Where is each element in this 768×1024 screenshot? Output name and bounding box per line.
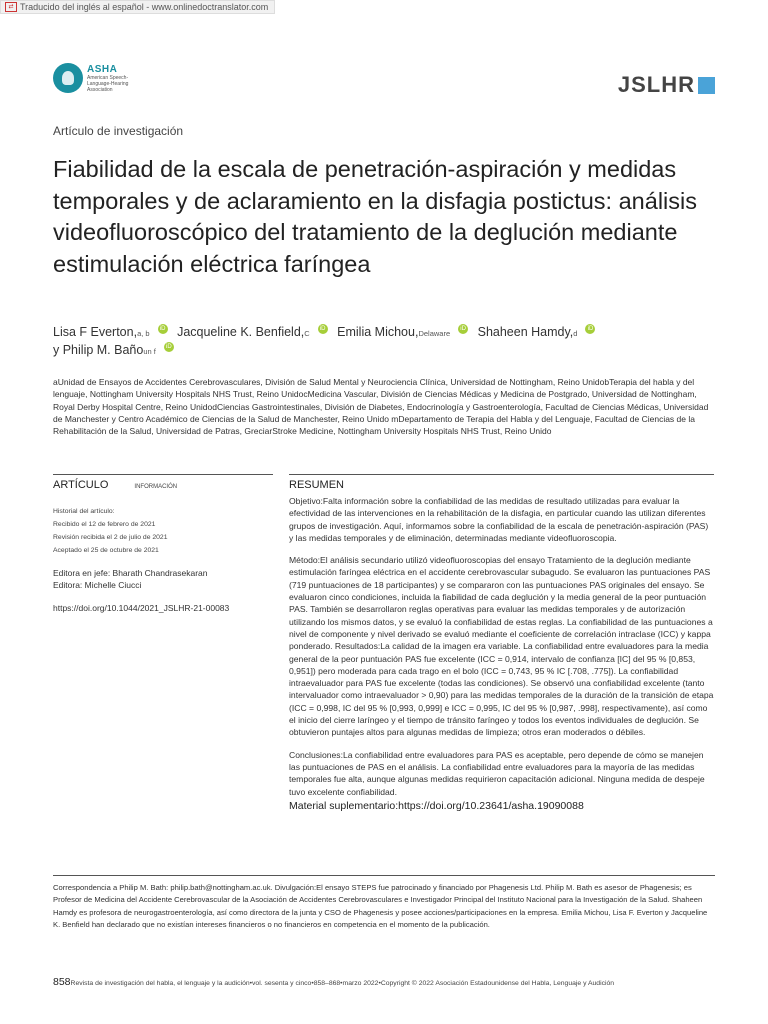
author-name[interactable]: y Philip M. Baño (53, 343, 144, 357)
supplementary-material-link[interactable]: Material suplementario:https://doi.org/10.23641/asha.19090088 (289, 799, 584, 812)
history-accepted: Aceptado el 25 de octubre de 2021 (53, 547, 159, 554)
doi-link[interactable]: https://doi.org/10.1044/2021_JSLHR-21-00083 (53, 603, 230, 613)
asha-emblem-icon (53, 63, 83, 93)
journal-square-icon (698, 77, 715, 94)
page-number: 858 (53, 976, 71, 988)
journal-citation: Revista de investigación del habla, el lenguaje y la audición•vol. sesenta y cinco•858–868•marzo 2022•Copyright © 2022 Asociación Estadounidense del Habla, Lenguaje y Audición (70, 980, 615, 987)
orcid-icon[interactable]: iD (158, 324, 168, 334)
author-name[interactable]: Lisa F Everton, (53, 325, 138, 339)
author-affiliation-marker: a, b (137, 329, 150, 338)
page-footer (53, 976, 733, 988)
author-affiliation-marker: un f (143, 347, 156, 356)
footer-divider (53, 875, 715, 876)
article-info-subtitle: INFORMACIÓN (134, 484, 178, 490)
abstract-method: Método:El análisis secundario utilizó videofluoroscopias del ensayo Tratamiento de la deglución mediante estimulación faríngea eléctrica en el accidente cerebrovascular subagudo. Se evaluaron las puntuaciones PAS (719 puntuaciones de 18 participantes) y se compararon con las puntuaciones PAS originales del ensayo. Se evaluaron cinco condiciones, incluida la fiabilidad de cada deglución y la media general de la peor puntuación PAS. También se desarrollaron reglas operativas para evaluar las medidas temporales y de autorización utilizando los mismos datos, y se evaluó la confiabilidad de estas reglas. La confiabilidad de las puntuaciones a nivel de componente y nivel derivado se evaluó mediante el coeficiente de correlación intraclase (ICC) y kappa ponderado. Resultados:La calidad de la imagen era variable. La confiabilidad entre evaluadores para la media general de la peor puntuación PAS fue excelente (ICC = 0,914, intervalo de confianza [IC] del 95 % [0,853, 0,951]) pero moderada para cada trago en el bolo (ICC = 0,743, 95 % IC [.708, .775]). La confiabilidad intraevaluador para PAS fue excelente (todas las condiciones). Se observó una confiabilidad excelente (tanto intervaluador como intraevaluador > 0,90) para las medidas temporales de la duración de la transición de etapa (ICC = 0,998, IC del 95 % [0,993, 0,999] e ICC = 0,995, IC del 95 % [0,987, .998], respectivamente), así como el inicio del cierre laríngeo y el tiempo de tránsito faríngeo y todos los eventos individuales de deglución. Se obtuvieron puntajes altos para algunas medidas de limpieza; otros eran moderados o débiles. (289, 555, 714, 738)
abstract-heading: RESUMEN (289, 474, 714, 491)
editor: Editora: Michelle Ciucci (53, 580, 142, 590)
author-name[interactable]: Shaheen Hamdy, (477, 325, 574, 339)
abstract-body (289, 495, 714, 798)
orcid-icon[interactable]: iD (585, 324, 595, 334)
article-category: Artículo de investigación (53, 124, 184, 138)
article-info-title: ARTÍCULO (53, 479, 109, 491)
author-name[interactable]: Emilia Michou, (337, 325, 419, 339)
abstract-conclusions: Conclusiones:La confiabilidad entre evaluadores para PAS es aceptable, pero depende de cómo se manejen las puntuaciones de PAS en el análisis. La confiabilidad entre evaluadores para la mayoría de las medidas temporales fue alta, aunque algunas medidas requirieron capacitación adicional. Ninguna medida de despeje tuvo excelente confiabilidad. (289, 749, 705, 797)
article-info-column (53, 474, 273, 613)
editors (53, 567, 273, 591)
article-history (53, 505, 273, 557)
article-info-heading (53, 474, 273, 491)
editor-in-chief: Editora en jefe: Bharath Chandrasekaran (53, 568, 208, 578)
orcid-icon[interactable]: iD (164, 342, 174, 352)
article-title: Fiabilidad de la escala de penetración-aspiración y medidas temporales y de aclaramiento en la disfagia postictus: análisis videofluoroscópico del tratamiento de la deglución mediante estimulación eléctrica faríngea (53, 156, 697, 278)
journal-name: JSLHR (617, 72, 695, 97)
translation-banner[interactable] (0, 0, 275, 14)
author-name[interactable]: Jacqueline K. Benfield, (177, 325, 305, 339)
history-label: Historial del artículo: (53, 508, 115, 515)
affiliations: aUnidad de Ensayos de Accidentes Cerebrovasculares, División de Salud Mental y Neurociencia Clínica, Universidad de Nottingham, Reino UnidobTerapia del habla y del lenguaje, Nottingham University Hospitals NHS Trust, Reino UnidocMedicina Vascular, División de Ciencias Médicas y Medicina de Postgrado, Universidad de Nottingham, Royal Derby Hospital Centre, Reino UnidodCiencias Gastrointestinales, División de Diabetes, Endocrinología y Gastroenterología, Facultad de Ciencias Médicas, Universidad de Manchester y Centro Académico de Ciencias de la Salud de Manchester, Reino Unido mDepartamento de Terapia del Habla y del Lenguaje, Facultad de Ciencias de la Rehabilitación de la Salud, Universidad de Patras, GreciarStroke Medicine, Nottingham University Hospitals NHS Trust, Reino Unido (53, 377, 709, 437)
abstract-objective: Objetivo:Falta información sobre la confiabilidad de las medidas de resultado utilizadas para evaluar la efectividad de las intervenciones en la rehabilitación de la disfagia, en particular cuando las utilizan diferentes grupos de investigación. Aquí, informamos sobre la confiabilidad de la escala de penetración-aspiración (PAS) y las medidas temporales y de eliminación, determinadas mediante videofluoroscopia. (289, 496, 709, 543)
asha-logo (53, 63, 147, 93)
asha-abbr: ASHA (87, 63, 118, 75)
journal-logo (618, 72, 715, 98)
author-list (53, 324, 713, 360)
abstract-column (289, 474, 714, 812)
document-translate-icon: ⇄ (5, 2, 17, 12)
translation-banner-text[interactable]: Traducido del inglés al español - www.onlinedoctranslator.com (20, 2, 269, 12)
history-revised: Revisión recibida el 2 de julio de 2021 (53, 534, 168, 541)
correspondence-note: Correspondencia a Philip M. Bath: philip.bath@nottingham.ac.uk. Divulgación:El ensayo STEPS fue patrocinado y financiado por Phagenesis Ltd. Philip M. Bath es asesor de Phagenesis; es Profesor de Medicina del Accidente Cerebrovascular de la Asociación de Accidentes Cerebrovasculares e Investigador Principal del Instituto Nacional para la Investigación de la Salud. Shaheen Hamdy es profesora de neurogastroenterología, así como directora de la junta y CSO de Phagenesis y posee acciones/participaciones en la empresa. Emilia Michou, Lisa F. Everton y Jacqueline K. Benfield han declarado que no existían intereses financieros o no financieros en competencia en el momento de la publicación. (53, 883, 708, 929)
author-affiliation-marker: C (304, 329, 310, 338)
orcid-icon[interactable]: iD (318, 324, 328, 334)
author-affiliation-marker: d (573, 329, 578, 338)
history-received: Recibido el 12 de febrero de 2021 (53, 521, 156, 528)
asha-full-name: American Speech-Language-Hearing Association (87, 74, 129, 93)
author-affiliation-marker: Delaware (418, 329, 451, 338)
orcid-icon[interactable]: iD (458, 324, 468, 334)
